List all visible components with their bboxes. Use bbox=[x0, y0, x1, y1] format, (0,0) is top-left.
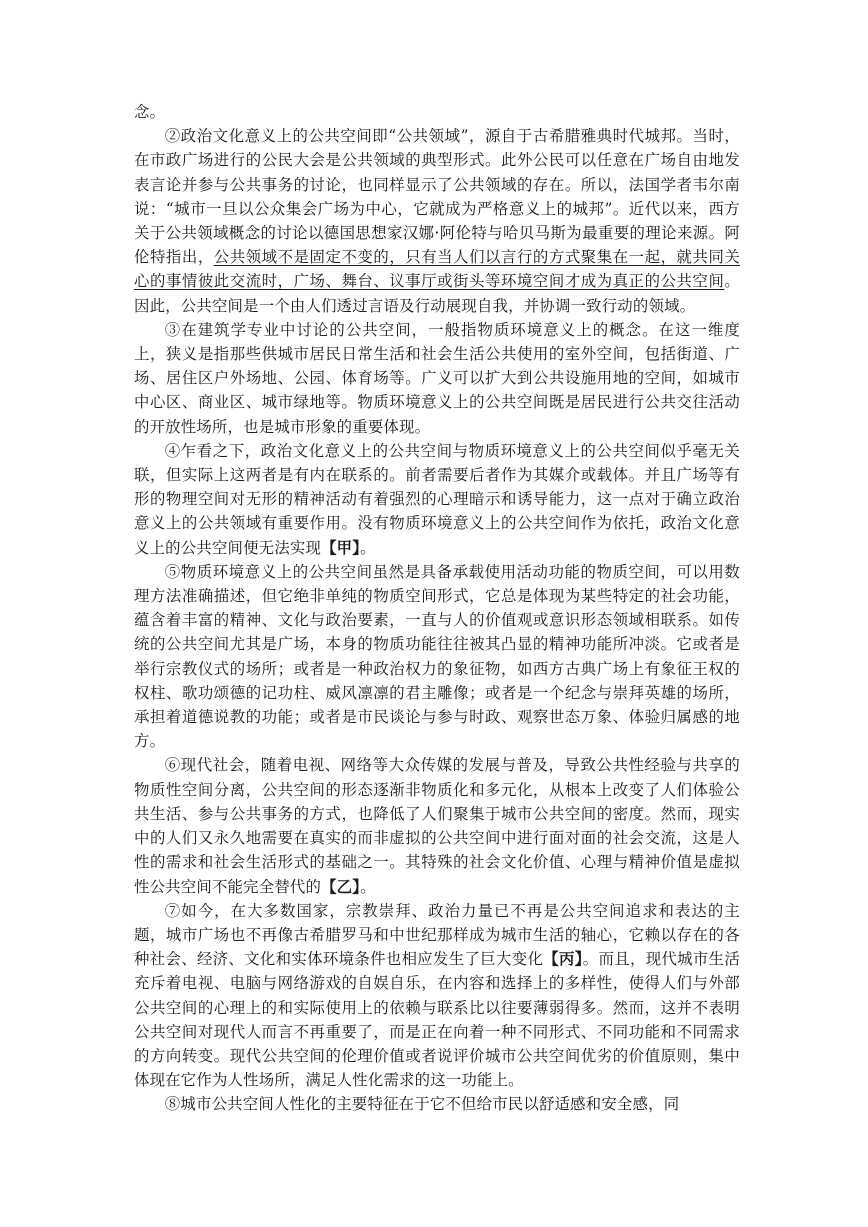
paragraph-text: 。因此，公共空间是一个由人们透过言语及行动展现自我，并协调一致行动的领域。 bbox=[134, 272, 740, 315]
paragraph-text: ②政治文化意义上的公共空间即“公共领域”，源自于古希腊雅典时代城邦。当时，在市政广场进行的公民大会是公共领域的典型形式。此外公民可以任意在广场自由地发表言论并参与公共事务的讨论，也同样显示了公共领域的存在。所以，法国学者韦尔南说：“城市一旦以公众集会广场为中心，它就成为严格意义上的城邦”。近代以来，西方关于公共领域概念的讨论以德国思想家汉娜·阿伦特与哈贝马斯为最重要的理论来源。阿伦特指出， bbox=[134, 127, 740, 267]
paragraph-text: ⑥现代社会，随着电视、网络等大众传媒的发展与普及，导致公共性经验与共享的物质性空间分离，公共空间的形态逐渐非物质化和多元化，从根本上改变了人们体验公共生活、参与公共事务的方式，也降低了人们聚集于城市公共空间的密度。然而，现实中的人们又永久地需要在真实的而非虚拟的公共空间中进行面对面的社会交流，这是人性的需求和社会生活形式的基础之一。其特殊的社会文化价值、心理与精神价值是虚拟性公共空间不能完全替代的 bbox=[134, 756, 740, 896]
paragraph-5 bbox=[134, 560, 740, 754]
paragraph-8 bbox=[134, 1092, 740, 1116]
paragraph-continuation bbox=[134, 100, 740, 124]
paragraph-3 bbox=[134, 318, 740, 439]
paragraph-text: ⑧城市公共空间人性化的主要特征在于它不但给市民以舒适感和安全感，同 bbox=[164, 1095, 680, 1114]
paragraph-text: 。而且，现代城市生活充斥着电视、电脑与网络游戏的自娱自乐，在内容和选择上的多样性，使得人们与外部公共空间的心理上的和实际使用上的依赖与联系比以往要薄弱得多。然而，这并不表明公共空间对现代人而言不再重要了，而是正在向着一种不同形式、不同功能和不同需求的方向转变。现代公共空间的伦理价值或者说评价城市公共空间优劣的价值原则，集中体现在它作为人性场所，满足人性化需求的这一功能上。 bbox=[134, 950, 740, 1090]
blank-marker-yi: 【乙】 bbox=[321, 877, 361, 896]
paragraph-4 bbox=[134, 439, 740, 560]
paragraph-2 bbox=[134, 124, 740, 318]
blank-marker-jia: 【甲】 bbox=[321, 538, 361, 557]
paragraph-text: ③在建筑学专业中讨论的公共空间，一般指物质环境意义上的概念。在这一维度上，狭义是指那些供城市居民日常生活和社会生活公共使用的室外空间，包括街道、广场、居住区户外场地、公园、体育场等。广义可以扩大到公共设施用地的空间，如城市中心区、商业区、城市绿地等。物质环境意义上的公共空间既是居民进行公共交往活动的开放性场所，也是城市形象的重要体现。 bbox=[134, 320, 740, 436]
paragraph-text: 。 bbox=[360, 877, 376, 896]
paragraph-text: ⑤物质环境意义上的公共空间虽然是具备承载使用活动功能的物质空间，可以用数理方法准确描述，但它绝非单纯的物质空间形式，它总是体现为某些特定的社会功能，蕴含着丰富的精神、文化与政治要素，一直与人的价值观或意识形态领域相联系。如传统的公共空间尤其是广场，本身的物质功能往往被其凸显的精神功能所冲淡。它或者是举行宗教仪式的场所；或者是一种政治权力的象征物，如西方古典广场上有象征王权的权柱、歌功颂德的记功柱、威风凛凛的君主雕像；或者是一个纪念与崇拜英雄的场所，承担着道德说教的功能；或者是市民谈论与参与时政、观察世态万象、体验归属感的地方。 bbox=[134, 562, 740, 751]
paragraph-text: 念。 bbox=[134, 103, 166, 121]
paragraph-6 bbox=[134, 753, 740, 898]
paragraph-text: ④乍看之下，政治文化意义上的公共空间与物质环境意义上的公共空间似乎毫无关联，但实际上这两者是有内在联系的。前者需要后者作为其媒介或载体。并且广场等有形的物理空间对无形的精神活动有着强烈的心理暗示和诱导能力，这一点对于确立政治意义上的公共领域有重要作用。没有物质环境意义上的公共空间作为依托，政治文化意义上的公共空间便无法实现 bbox=[134, 441, 740, 557]
underlined-sentence: 公共领域不是固定不变的，只有当人们以言行的方式聚集在一起，就共同关心的事情彼此交流时，广场、舞台、议事厅或街头等环境空间才成为真正的公共空间 bbox=[134, 248, 740, 291]
paragraph-text: ⑦如今，在大多数国家，宗教崇拜、政治力量已不再是公共空间追求和表达的主题，城市广场也不再像古希腊罗马和中世纪那样成为城市生活的轴心，它赖以存在的各种社会、经济、文化和实体环境条件也相应发生了巨大变化 bbox=[134, 901, 740, 969]
blank-marker-bing: 【丙】 bbox=[543, 950, 583, 969]
paragraph-7 bbox=[134, 899, 740, 1093]
document-page bbox=[134, 100, 740, 1117]
paragraph-text: 。 bbox=[360, 538, 376, 557]
